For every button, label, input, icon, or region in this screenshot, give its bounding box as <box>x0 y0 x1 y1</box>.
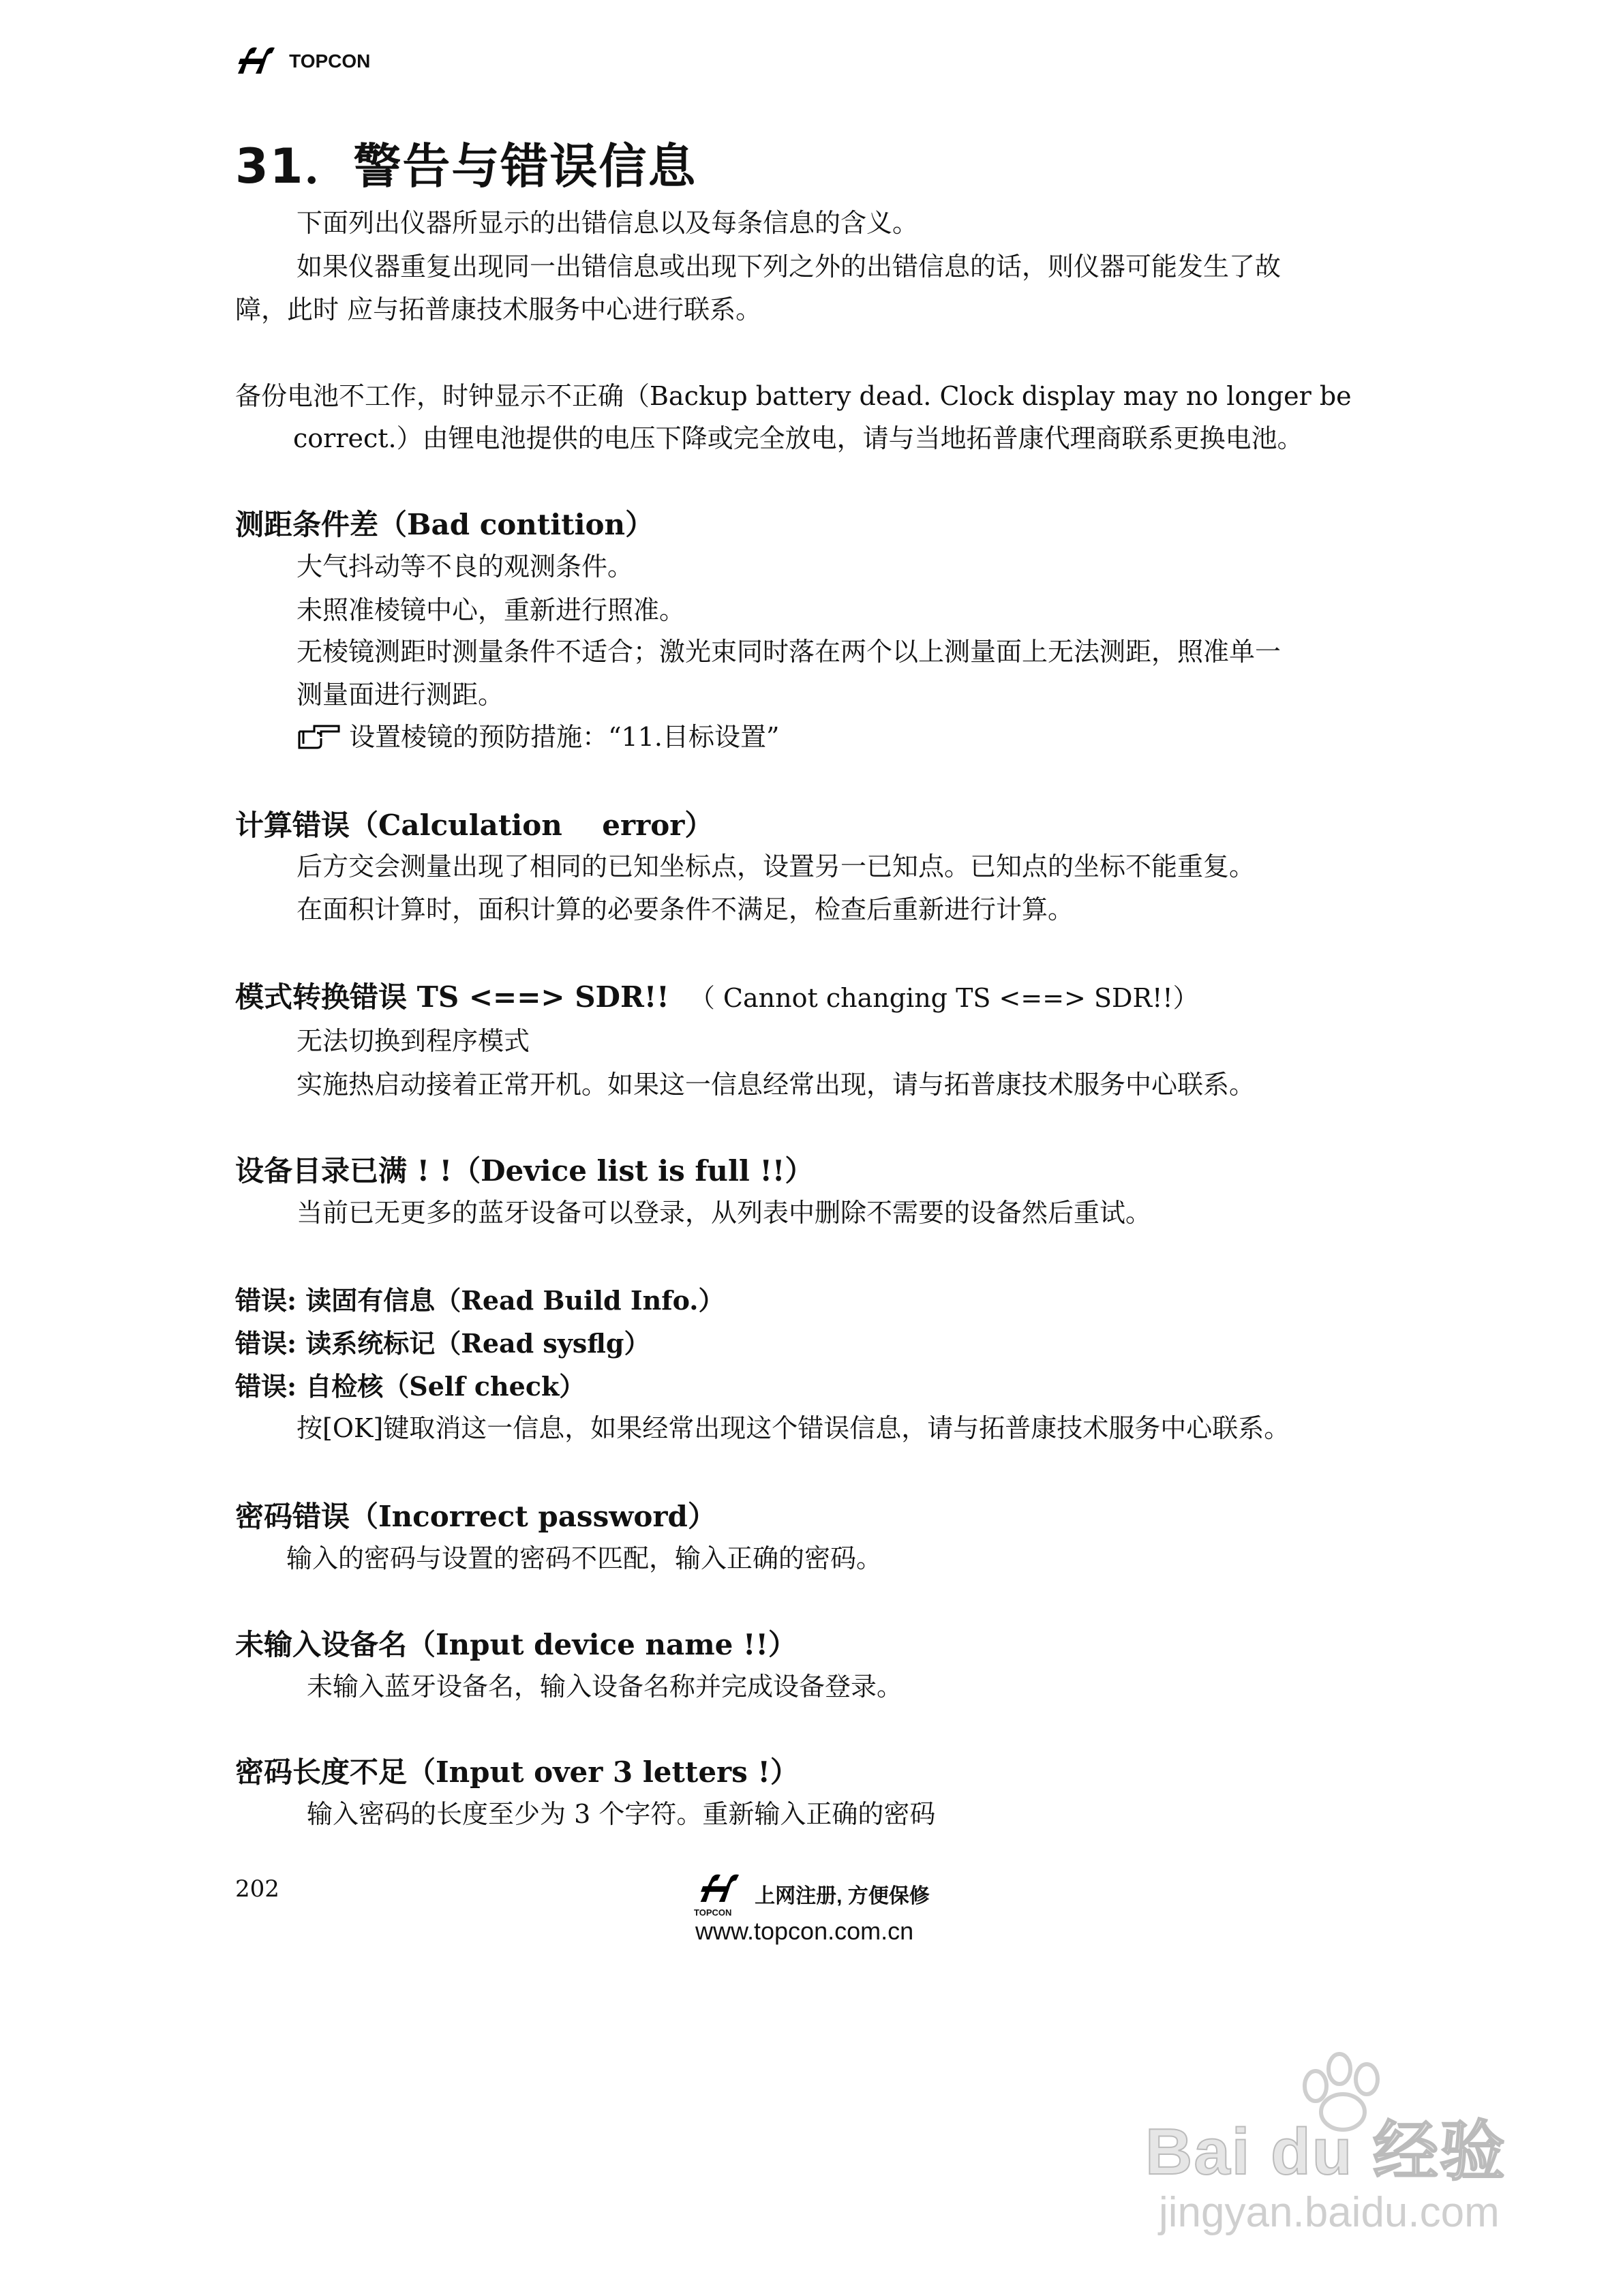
section-heading-input-device-name: 未输入设备名（Input device name !!） <box>235 1628 797 1661</box>
s5-line-1: 按[OK]键取消这一信息，如果经常出现这个错误信息，请与拓普康技术服务中心联系。 <box>297 1413 1290 1443</box>
s3-line-1: 无法切换到程序模式 <box>297 1026 530 1056</box>
footer-logo <box>695 1873 930 1907</box>
section-heading-mode-switch <box>235 975 1199 1019</box>
section-heading-device-list-full: 设备目录已满 ! !（Device list is full !!） <box>235 1154 814 1188</box>
s1-line-2: 未照准棱镜中心，重新进行照准。 <box>297 595 686 625</box>
backup-line-2: correct.）由锂电池提供的电压下降或完全放电，请与当地拓普康代理商联系更换电池。 <box>293 423 1303 453</box>
s1-reference <box>297 716 779 758</box>
page-number: 202 <box>235 1875 279 1903</box>
header-logo <box>235 46 370 80</box>
s2-line-2: 在面积计算时，面积计算的必要条件不满足，检查后重新进行计算。 <box>297 894 1074 924</box>
s8-line-1: 输入密码的长度至少为 3 个字符。重新输入正确的密码 <box>307 1799 936 1829</box>
topcon-logo-icon <box>235 46 283 76</box>
section-heading-password-length: 密码长度不足（Input over 3 letters !） <box>235 1755 799 1789</box>
footer-tagline: 上网注册, 方便保修 <box>755 1885 930 1907</box>
footer-brand-small: TOPCON <box>694 1907 732 1918</box>
baidu-watermark <box>1145 2100 1506 2193</box>
section-heading-calculation-error: 计算错误（Calculation error） <box>235 809 714 842</box>
section-heading-bad-condition: 测距条件差（Bad contition） <box>235 508 654 541</box>
watermark-url: jingyan.baidu.com <box>1159 2189 1500 2236</box>
error-read-sysflg: 错误: 读系统标记（Read sysflg） <box>235 1328 650 1359</box>
pointing-hand-icon <box>297 723 343 751</box>
s3-heading-main: 模式转换错误 TS <==> SDR!! <box>235 980 669 1014</box>
topcon-footer-logo-icon <box>695 1873 750 1905</box>
backup-line-1: 备份电池不工作，时钟显示不正确（Backup battery dead. Clock display may no longer be <box>235 381 1352 411</box>
s3-line-2: 实施热启动接着正常开机。如果这一信息经常出现，请与拓普康技术服务中心联系。 <box>297 1070 1256 1100</box>
s4-line-1: 当前已无更多的蓝牙设备可以登录，从列表中删除不需要的设备然后重试。 <box>297 1198 1152 1228</box>
section-heading-incorrect-password: 密码错误（Incorrect password） <box>235 1500 716 1533</box>
page-title: 31．警告与错误信息 <box>235 138 697 194</box>
header-brand: TOPCON <box>289 50 371 72</box>
error-read-build-info: 错误: 读固有信息（Read Build Info.） <box>235 1285 725 1316</box>
s2-line-1: 后方交会测量出现了相同的已知坐标点，设置另一已知点。已知点的坐标不能重复。 <box>297 851 1256 881</box>
s6-line-1: 输入的密码与设置的密码不匹配，输入正确的密码。 <box>286 1543 883 1573</box>
intro-line-1: 下面列出仪器所显示的出错信息以及每条信息的含义。 <box>297 208 919 238</box>
s3-heading-note: （ Cannot changing TS <==> SDR!!） <box>688 983 1199 1013</box>
intro-line-3: 障，此时 应与拓普康技术服务中心进行联系。 <box>235 294 762 324</box>
paw-icon <box>1295 2052 1391 2134</box>
error-self-check: 错误: 自检核（Self check） <box>235 1371 586 1402</box>
s1-line-1: 大气抖动等不良的观测条件。 <box>297 552 634 581</box>
watermark-brand: Bai du 经验 <box>1145 2115 1507 2188</box>
footer-url[interactable]: www.topcon.com.cn <box>695 1917 914 1945</box>
s1-reference-text: 设置棱镜的预防措施：“11.目标设置” <box>349 722 780 752</box>
s1-line-3: 无棱镜测距时测量条件不适合；激光束同时落在两个以上测量面上无法测距，照准单一 <box>297 637 1281 667</box>
s7-line-1: 未输入蓝牙设备名，输入设备名称并完成设备登录。 <box>307 1672 903 1702</box>
s1-line-4: 测量面进行测距。 <box>297 680 504 710</box>
intro-line-2: 如果仪器重复出现同一出错信息或出现下列之外的出错信息的话，则仪器可能发生了故 <box>297 252 1281 282</box>
